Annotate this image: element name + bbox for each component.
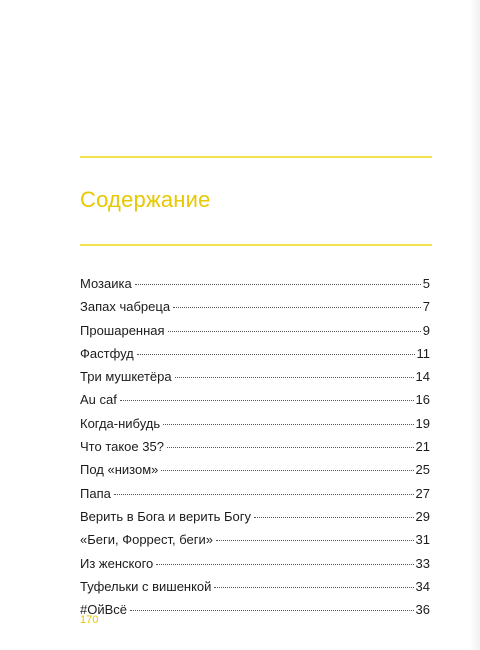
dot-leader	[130, 610, 414, 611]
dot-leader	[156, 564, 413, 565]
toc-entry[interactable]	[80, 416, 430, 439]
toc-entry-page: 25	[415, 462, 430, 478]
toc-entry[interactable]	[80, 392, 430, 415]
toc-entry[interactable]	[80, 486, 430, 509]
toc-entry-page: 34	[415, 578, 430, 594]
toc-entry[interactable]	[80, 602, 430, 625]
toc-entry-title: Из женского	[80, 555, 154, 571]
dot-leader	[135, 284, 421, 285]
bottom-divider	[80, 244, 432, 246]
toc-entry-title: Когда-нибудь	[80, 415, 161, 431]
page-number: 170	[80, 614, 99, 626]
toc-entry-title: Прошаренная	[80, 322, 165, 338]
toc-entry-page: 33	[415, 555, 430, 571]
toc-entry-page: 19	[415, 415, 430, 431]
toc-entry-title: Туфельки с вишенкой	[80, 578, 212, 594]
toc-entry-title: «Беги, Форрест, беги»	[80, 532, 214, 548]
dot-leader	[137, 354, 415, 355]
toc-entry-title: Верить в Бога и верить Богу	[80, 508, 252, 524]
toc-entry[interactable]	[80, 556, 430, 579]
dot-leader	[173, 307, 421, 308]
dot-leader	[163, 424, 413, 425]
toc-entry-page: 21	[415, 439, 430, 455]
toc-entry-title: Фастфуд	[80, 345, 134, 361]
toc-entry-title: #ОйВсё	[80, 602, 128, 618]
toc-entry-title: Запах чабреца	[80, 299, 171, 315]
top-divider	[80, 156, 432, 158]
toc-entry[interactable]	[80, 299, 430, 322]
toc-entry-page: 7	[422, 299, 430, 315]
toc-entry-title: Мозаика	[80, 276, 132, 291]
toc-entry-title: Что такое 35?	[80, 439, 164, 455]
toc-entry-page: 5	[422, 276, 430, 291]
toc-entry[interactable]	[80, 346, 430, 369]
toc-entry-title: Под «низом»	[80, 462, 159, 478]
dot-leader	[254, 517, 414, 518]
toc-entry-title: Папа	[80, 485, 111, 501]
table-of-contents	[80, 276, 430, 625]
toc-entry-page: 36	[415, 602, 430, 618]
contents-heading: Содержание	[80, 187, 211, 212]
dot-leader	[168, 331, 421, 332]
toc-entry-title: Три мушкетёра	[80, 369, 172, 385]
toc-entry[interactable]	[80, 276, 430, 299]
dot-leader	[161, 470, 413, 471]
toc-entry-page: 29	[415, 508, 430, 524]
dot-leader	[175, 377, 414, 378]
dot-leader	[214, 587, 413, 588]
toc-entry[interactable]	[80, 509, 430, 532]
toc-entry-page: 9	[422, 322, 430, 338]
toc-entry[interactable]	[80, 323, 430, 346]
toc-entry-title: Au caf	[80, 392, 117, 408]
page-edge-shadow	[470, 0, 480, 650]
toc-entry-page: 31	[415, 532, 430, 548]
toc-entry[interactable]	[80, 462, 430, 485]
dot-leader	[167, 447, 414, 448]
toc-entry-page: 11	[416, 345, 430, 361]
toc-entry[interactable]	[80, 439, 430, 462]
toc-entry-page: 14	[415, 369, 430, 385]
dot-leader	[120, 400, 414, 401]
dot-leader	[114, 494, 414, 495]
toc-entry-page: 27	[415, 485, 430, 501]
toc-entry-page: 16	[415, 392, 430, 408]
toc-entry[interactable]	[80, 579, 430, 602]
dot-leader	[216, 540, 414, 541]
toc-entry[interactable]	[80, 369, 430, 392]
toc-entry[interactable]	[80, 532, 430, 555]
